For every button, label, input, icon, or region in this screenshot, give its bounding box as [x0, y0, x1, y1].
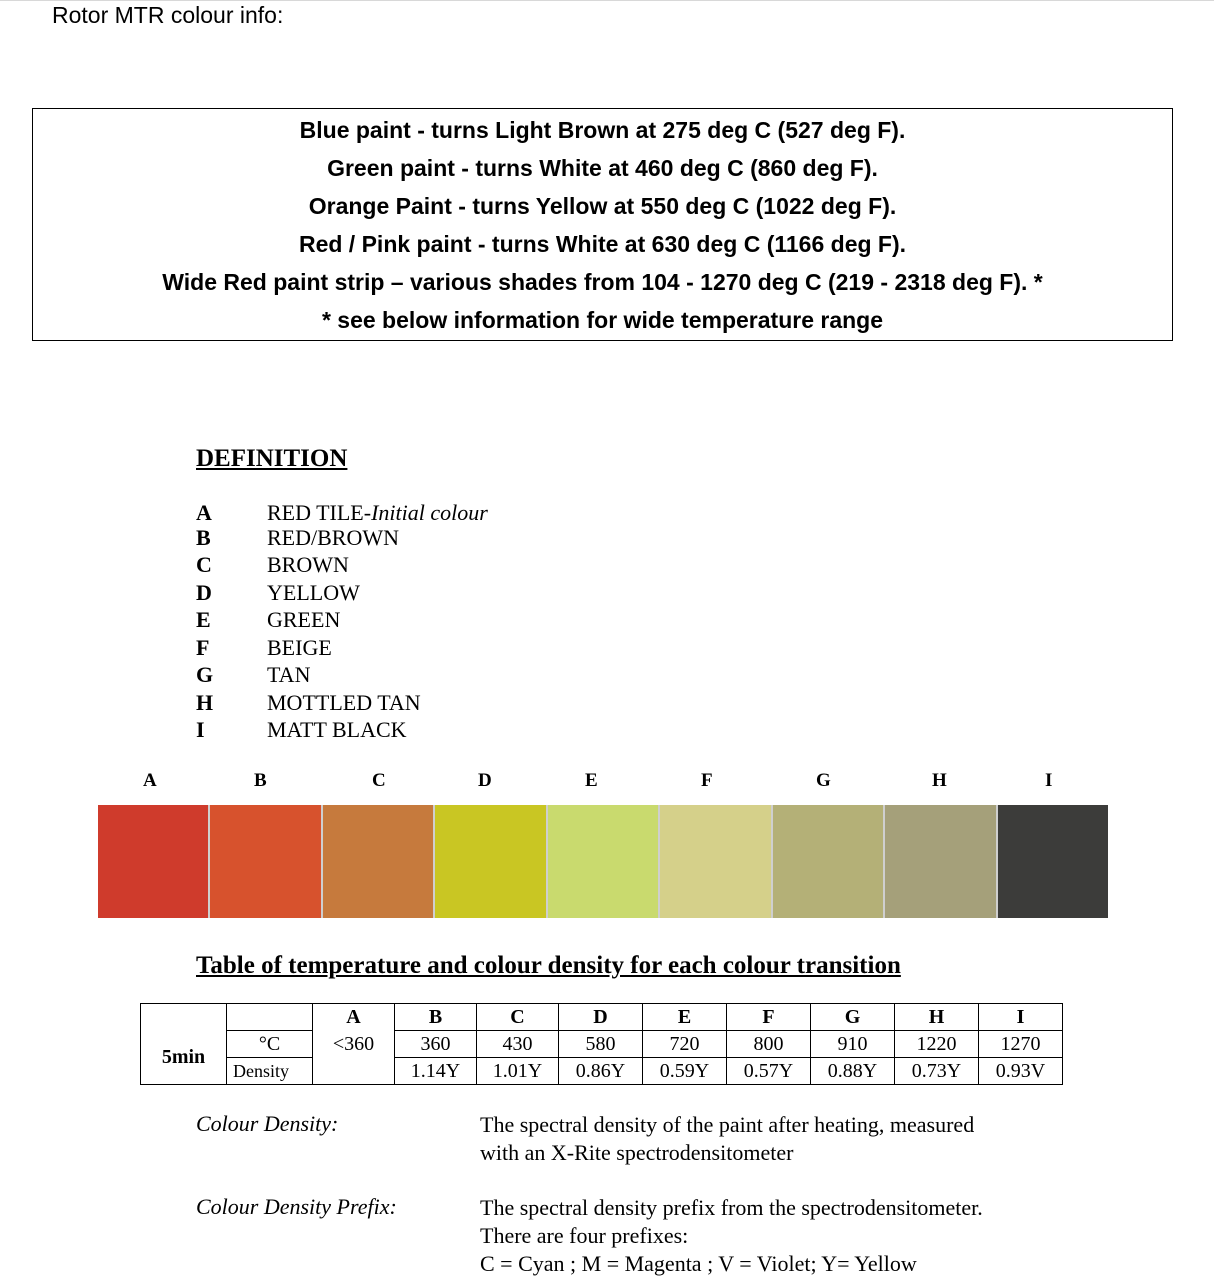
definition-letter: G: [196, 662, 214, 687]
swatch-h: [885, 805, 997, 918]
table-title: Table of temperature and colour density for each colour transition: [196, 952, 901, 979]
strip-label-e: E: [585, 770, 598, 791]
column-header: B: [395, 1004, 477, 1031]
temperature-cell: 720: [643, 1031, 727, 1058]
table-corner-cell: [141, 1004, 227, 1031]
column-header: C: [477, 1004, 559, 1031]
definition-name: BROWN: [267, 552, 349, 577]
time-label: 5min: [141, 1031, 227, 1085]
strip-label-d: D: [478, 770, 492, 791]
swatch-g: [773, 805, 885, 918]
page-title: Rotor MTR colour info:: [52, 2, 284, 28]
temperature-cell: 1270: [979, 1031, 1063, 1058]
definition-name: BEIGE: [267, 635, 332, 660]
strip-label-g: G: [816, 770, 831, 791]
density-cell: 0.73Y: [895, 1058, 979, 1085]
density-cell: [313, 1058, 395, 1085]
definition-letter: A: [196, 500, 212, 525]
definition-letter: H: [196, 690, 214, 715]
strip-label-b: B: [254, 770, 267, 791]
temperature-cell: 580: [559, 1031, 643, 1058]
definition-letter: I: [196, 717, 205, 742]
temperature-cell: 1220: [895, 1031, 979, 1058]
colour-density-line: with an X-Rite spectrodensitometer: [480, 1140, 794, 1165]
density-cell: 0.93V: [979, 1058, 1063, 1085]
swatch-e: [548, 805, 660, 918]
temperature-cell: 430: [477, 1031, 559, 1058]
swatch-f: [660, 805, 772, 918]
unit-label: °C: [227, 1031, 313, 1058]
density-cell: 0.59Y: [643, 1058, 727, 1085]
strip-label-f: F: [701, 770, 713, 791]
definition-name-text: RED TILE-: [267, 500, 372, 525]
prefix-line: C = Cyan ; M = Magenta ; V = Violet; Y= Yellow: [480, 1251, 917, 1276]
temperature-cell: 800: [727, 1031, 811, 1058]
definition-letter: B: [196, 525, 211, 550]
table-row-density: [141, 1058, 1063, 1085]
prefix-line: There are four prefixes:: [480, 1223, 689, 1248]
info-line-green: Green paint - turns White at 460 deg C (860 deg F).: [327, 155, 878, 181]
top-divider: [0, 0, 1214, 1]
info-line-wide-red: Wide Red paint strip – various shades from 104 - 1270 deg C (219 - 2318 deg F). *: [162, 269, 1043, 295]
swatch-b: [210, 805, 322, 918]
definition-name: YELLOW: [267, 580, 360, 605]
density-label: Density: [227, 1058, 313, 1085]
paint-info-box: [32, 108, 1173, 341]
colour-density-description: [480, 1111, 974, 1167]
prefix-line: The spectral density prefix from the spectrodensitometer.: [480, 1195, 983, 1220]
column-header: G: [811, 1004, 895, 1031]
density-cell: 0.86Y: [559, 1058, 643, 1085]
temperature-cell: 910: [811, 1031, 895, 1058]
strip-label-h: H: [932, 770, 947, 791]
swatch-d: [435, 805, 547, 918]
definition-note: Initial colour: [371, 500, 488, 525]
colour-density-label: Colour Density:: [196, 1111, 339, 1136]
density-cell: 1.14Y: [395, 1058, 477, 1085]
transition-table: [140, 1003, 1063, 1085]
table-row-temperature: [141, 1031, 1063, 1058]
colour-density-prefix-label: Colour Density Prefix:: [196, 1194, 397, 1219]
swatch-c: [323, 805, 435, 918]
swatch-a: [98, 805, 210, 918]
definition-name: RED/BROWN: [267, 525, 399, 550]
temperature-cell: 360: [395, 1031, 477, 1058]
colour-density-line: The spectral density of the paint after heating, measured: [480, 1112, 975, 1137]
column-header: I: [979, 1004, 1063, 1031]
definition-letter: E: [196, 607, 211, 632]
definition-letter: F: [196, 635, 210, 660]
definition-name: MOTTLED TAN: [267, 690, 421, 715]
definition-name: TAN: [267, 662, 311, 687]
definition-letter: C: [196, 552, 212, 577]
column-header: H: [895, 1004, 979, 1031]
swatch-i: [998, 805, 1108, 918]
definition-letter: D: [196, 580, 212, 605]
table-corner-cell: [227, 1004, 313, 1031]
column-header: D: [559, 1004, 643, 1031]
column-header: A: [313, 1004, 395, 1031]
table-header-row: [141, 1004, 1063, 1031]
colour-swatch-strip: [98, 805, 1108, 918]
info-line-blue: Blue paint - turns Light Brown at 275 deg C (527 deg F).: [299, 117, 906, 143]
definition-name: MATT BLACK: [267, 717, 407, 742]
info-line-orange: Orange Paint - turns Yellow at 550 deg C (1022 deg F).: [308, 193, 897, 219]
strip-label-a: A: [143, 770, 157, 791]
column-header: E: [643, 1004, 727, 1031]
definition-name: GREEN: [267, 607, 341, 632]
density-cell: 0.88Y: [811, 1058, 895, 1085]
definition-name: [267, 500, 488, 526]
strip-label-c: C: [372, 770, 386, 791]
column-header: F: [727, 1004, 811, 1031]
definition-heading: DEFINITION: [196, 445, 348, 472]
density-cell: 0.57Y: [727, 1058, 811, 1085]
density-cell: 1.01Y: [477, 1058, 559, 1085]
info-line-footnote: * see below information for wide temperature range: [321, 307, 884, 333]
colour-density-prefix-description: [480, 1194, 983, 1278]
strip-label-i: I: [1045, 770, 1053, 791]
temperature-cell: <360: [313, 1031, 395, 1058]
info-line-red-pink: Red / Pink paint - turns White at 630 deg C (1166 deg F).: [298, 231, 907, 257]
